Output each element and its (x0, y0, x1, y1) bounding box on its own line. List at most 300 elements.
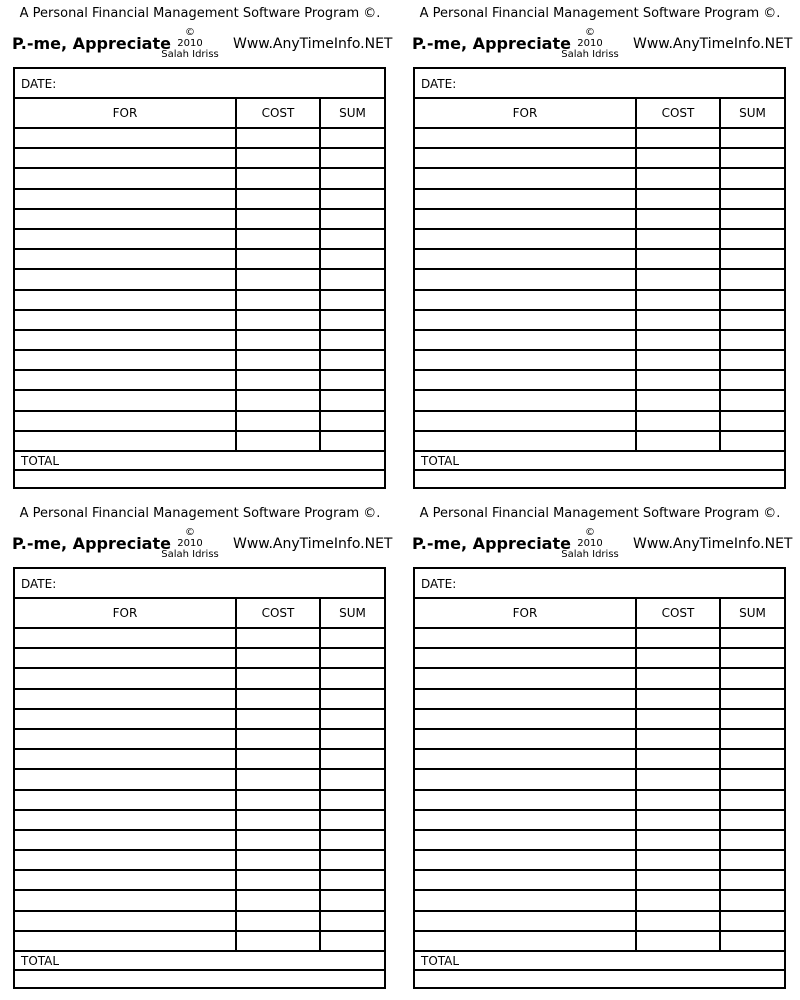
author-name: Salah Idriss (561, 49, 619, 60)
expense-sheet-bottom-left (0, 500, 400, 1000)
date-row[interactable] (415, 569, 784, 599)
for-cell[interactable] (415, 831, 637, 849)
entry-row (15, 851, 384, 871)
sum-cell[interactable] (321, 250, 384, 268)
for-cell[interactable] (15, 669, 237, 687)
for-cell[interactable] (415, 129, 637, 147)
for-cell[interactable] (415, 230, 637, 248)
entry-row (15, 710, 384, 730)
copyright-symbol: © (585, 27, 595, 38)
entry-row (15, 391, 384, 411)
expense-sheet-top-left (0, 0, 400, 500)
for-cell[interactable] (15, 311, 237, 329)
entry-row (415, 331, 784, 351)
cost-cell[interactable] (237, 750, 321, 768)
sum-cell[interactable] (321, 391, 384, 409)
entry-rows (15, 629, 384, 952)
sum-cell[interactable] (721, 690, 784, 708)
entry-row (15, 190, 384, 210)
column-header-cost: COST (637, 99, 721, 127)
sum-cell[interactable] (321, 190, 384, 208)
sum-cell[interactable] (721, 291, 784, 309)
entry-row (415, 391, 784, 411)
sum-cell[interactable] (721, 149, 784, 167)
sum-cell[interactable] (721, 669, 784, 687)
entry-row (15, 871, 384, 891)
sum-cell[interactable] (721, 432, 784, 450)
copyright-year: 2010 (177, 38, 203, 49)
sum-cell[interactable] (721, 311, 784, 329)
total-value-cell[interactable] (15, 471, 384, 487)
sum-cell[interactable] (321, 129, 384, 147)
cost-cell[interactable] (237, 351, 321, 369)
entry-rows (415, 629, 784, 952)
cost-cell[interactable] (637, 371, 721, 389)
date-row[interactable] (15, 569, 384, 599)
sum-cell[interactable] (721, 412, 784, 430)
for-cell[interactable] (415, 851, 637, 869)
cost-cell[interactable] (237, 210, 321, 228)
for-cell[interactable] (415, 391, 637, 409)
for-cell[interactable] (15, 770, 237, 788)
for-cell[interactable] (15, 851, 237, 869)
tagline: A Personal Financial Management Software Program ©. (419, 6, 781, 21)
sum-cell[interactable] (721, 331, 784, 349)
entry-row (15, 730, 384, 750)
cost-cell[interactable] (237, 831, 321, 849)
cost-cell[interactable] (237, 291, 321, 309)
copyright-symbol: © (185, 27, 195, 38)
entry-row (415, 270, 784, 290)
total-row (415, 952, 784, 971)
cost-cell[interactable] (637, 710, 721, 728)
entry-row (415, 932, 784, 952)
cost-cell[interactable] (637, 432, 721, 450)
sum-cell[interactable] (321, 750, 384, 768)
for-cell[interactable] (15, 710, 237, 728)
sum-cell[interactable] (721, 351, 784, 369)
cost-cell[interactable] (637, 690, 721, 708)
website-link[interactable]: Www.AnyTimeInfo.NET (633, 36, 793, 52)
entry-row (415, 291, 784, 311)
sum-cell[interactable] (321, 770, 384, 788)
column-header-row (15, 99, 384, 129)
column-header-cost: COST (237, 99, 321, 127)
for-cell[interactable] (15, 230, 237, 248)
tagline: A Personal Financial Management Software Program ©. (19, 6, 381, 21)
sum-cell[interactable] (321, 311, 384, 329)
cost-cell[interactable] (237, 912, 321, 930)
cost-cell[interactable] (237, 250, 321, 268)
for-cell[interactable] (415, 891, 637, 909)
total-value-cell[interactable] (415, 471, 784, 487)
column-header-cost: COST (237, 599, 321, 627)
sum-cell[interactable] (721, 710, 784, 728)
for-cell[interactable] (15, 210, 237, 228)
date-row[interactable] (415, 69, 784, 99)
entry-row (415, 669, 784, 689)
website-link[interactable]: Www.AnyTimeInfo.NET (633, 536, 793, 552)
for-cell[interactable] (15, 351, 237, 369)
for-cell[interactable] (15, 811, 237, 829)
sum-cell[interactable] (321, 932, 384, 950)
entry-row (415, 871, 784, 891)
website-link[interactable]: Www.AnyTimeInfo.NET (233, 536, 393, 552)
cost-cell[interactable] (637, 129, 721, 147)
sum-cell[interactable] (721, 270, 784, 288)
sum-cell[interactable] (721, 891, 784, 909)
cost-cell[interactable] (637, 871, 721, 889)
entry-row (415, 690, 784, 710)
cost-cell[interactable] (237, 371, 321, 389)
entry-row (15, 371, 384, 391)
brand-name: P.-me, Appreciate (12, 534, 171, 553)
for-cell[interactable] (15, 831, 237, 849)
for-cell[interactable] (15, 750, 237, 768)
total-label: TOTAL (421, 954, 460, 968)
sum-cell[interactable] (721, 169, 784, 187)
sum-cell[interactable] (721, 391, 784, 409)
sum-cell[interactable] (721, 190, 784, 208)
for-cell[interactable] (415, 629, 637, 647)
entry-row (415, 169, 784, 189)
sum-cell[interactable] (321, 912, 384, 930)
copyright-year: 2010 (577, 538, 603, 549)
entry-row (15, 412, 384, 432)
sum-cell[interactable] (321, 412, 384, 430)
sum-cell[interactable] (721, 730, 784, 748)
sum-cell[interactable] (321, 891, 384, 909)
sum-cell[interactable] (321, 331, 384, 349)
sum-cell[interactable] (721, 371, 784, 389)
date-row[interactable] (15, 69, 384, 99)
cost-cell[interactable] (637, 750, 721, 768)
for-cell[interactable] (15, 129, 237, 147)
sum-cell[interactable] (321, 291, 384, 309)
entry-row (415, 250, 784, 270)
cost-cell[interactable] (237, 432, 321, 450)
sum-cell[interactable] (721, 629, 784, 647)
column-header-row (415, 99, 784, 129)
for-cell[interactable] (15, 629, 237, 647)
date-label: DATE: (421, 77, 457, 91)
entry-row (15, 791, 384, 811)
cost-cell[interactable] (237, 710, 321, 728)
cost-cell[interactable] (237, 190, 321, 208)
entry-row (15, 669, 384, 689)
sum-cell[interactable] (321, 811, 384, 829)
cost-cell[interactable] (637, 210, 721, 228)
for-cell[interactable] (415, 791, 637, 809)
cost-cell[interactable] (237, 770, 321, 788)
sum-cell[interactable] (721, 230, 784, 248)
cost-cell[interactable] (637, 912, 721, 930)
entry-row (15, 932, 384, 952)
cost-cell[interactable] (637, 230, 721, 248)
entry-row (415, 770, 784, 790)
brand-name: P.-me, Appreciate (412, 34, 571, 53)
for-cell[interactable] (415, 649, 637, 667)
for-cell[interactable] (415, 770, 637, 788)
for-cell[interactable] (15, 649, 237, 667)
cost-cell[interactable] (637, 669, 721, 687)
for-cell[interactable] (15, 250, 237, 268)
total-value-cell[interactable] (415, 971, 784, 987)
for-cell[interactable] (415, 811, 637, 829)
cost-cell[interactable] (637, 649, 721, 667)
entry-row (415, 129, 784, 149)
sum-cell[interactable] (721, 912, 784, 930)
for-cell[interactable] (15, 270, 237, 288)
sum-cell[interactable] (721, 871, 784, 889)
for-cell[interactable] (415, 311, 637, 329)
for-cell[interactable] (15, 291, 237, 309)
for-cell[interactable] (415, 270, 637, 288)
for-cell[interactable] (15, 690, 237, 708)
entry-row (415, 831, 784, 851)
entry-row (415, 912, 784, 932)
cost-cell[interactable] (637, 270, 721, 288)
entry-row (15, 210, 384, 230)
cost-cell[interactable] (237, 230, 321, 248)
column-header-for: FOR (15, 99, 237, 127)
for-cell[interactable] (415, 149, 637, 167)
cost-cell[interactable] (637, 770, 721, 788)
cost-cell[interactable] (237, 791, 321, 809)
cost-cell[interactable] (237, 391, 321, 409)
cost-cell[interactable] (637, 250, 721, 268)
cost-cell[interactable] (637, 932, 721, 950)
cost-cell[interactable] (637, 791, 721, 809)
total-label: TOTAL (21, 954, 60, 968)
for-cell[interactable] (15, 791, 237, 809)
date-label: DATE: (21, 77, 57, 91)
sum-cell[interactable] (721, 851, 784, 869)
column-header-sum: SUM (339, 606, 366, 620)
for-cell[interactable] (415, 690, 637, 708)
copyright-symbol: © (585, 527, 595, 538)
cost-cell[interactable] (237, 331, 321, 349)
entry-row (15, 432, 384, 452)
sum-cell[interactable] (721, 250, 784, 268)
sum-cell[interactable] (321, 169, 384, 187)
cost-cell[interactable] (237, 311, 321, 329)
entry-row (415, 629, 784, 649)
cost-cell[interactable] (237, 811, 321, 829)
for-cell[interactable] (15, 891, 237, 909)
author-name: Salah Idriss (161, 49, 219, 60)
sum-cell[interactable] (321, 831, 384, 849)
copyright-block (558, 27, 622, 60)
entry-row (15, 331, 384, 351)
cost-cell[interactable] (237, 629, 321, 647)
for-cell[interactable] (15, 331, 237, 349)
cost-cell[interactable] (237, 129, 321, 147)
entry-row (15, 770, 384, 790)
entry-row (415, 811, 784, 831)
entry-row (15, 891, 384, 911)
sum-cell[interactable] (321, 371, 384, 389)
column-header-sum: SUM (339, 106, 366, 120)
entry-row (15, 149, 384, 169)
for-cell[interactable] (15, 730, 237, 748)
for-cell[interactable] (15, 169, 237, 187)
total-value-cell[interactable] (15, 971, 384, 987)
cost-cell[interactable] (637, 351, 721, 369)
cost-cell[interactable] (637, 311, 721, 329)
for-cell[interactable] (415, 291, 637, 309)
cost-cell[interactable] (637, 831, 721, 849)
for-cell[interactable] (415, 351, 637, 369)
for-cell[interactable] (15, 190, 237, 208)
cost-cell[interactable] (237, 270, 321, 288)
entry-row (415, 851, 784, 871)
entry-row (415, 311, 784, 331)
cost-cell[interactable] (637, 412, 721, 430)
sum-cell[interactable] (721, 750, 784, 768)
for-cell[interactable] (15, 432, 237, 450)
cost-cell[interactable] (637, 851, 721, 869)
column-header-row (415, 599, 784, 629)
sum-cell[interactable] (721, 791, 784, 809)
for-cell[interactable] (415, 210, 637, 228)
sum-cell[interactable] (321, 149, 384, 167)
column-header-for: FOR (15, 599, 237, 627)
brand-name: P.-me, Appreciate (12, 34, 171, 53)
for-cell[interactable] (415, 371, 637, 389)
for-cell[interactable] (415, 871, 637, 889)
cost-cell[interactable] (637, 331, 721, 349)
cost-cell[interactable] (237, 669, 321, 687)
expense-form (413, 67, 786, 489)
entry-row (415, 891, 784, 911)
sum-cell[interactable] (321, 730, 384, 748)
for-cell[interactable] (415, 412, 637, 430)
cost-cell[interactable] (637, 291, 721, 309)
sum-cell[interactable] (321, 669, 384, 687)
for-cell[interactable] (15, 391, 237, 409)
cost-cell[interactable] (637, 730, 721, 748)
sum-cell[interactable] (721, 811, 784, 829)
column-header-row (15, 599, 384, 629)
sum-cell[interactable] (321, 351, 384, 369)
for-cell[interactable] (415, 169, 637, 187)
cost-cell[interactable] (237, 932, 321, 950)
for-cell[interactable] (415, 669, 637, 687)
cost-cell[interactable] (637, 149, 721, 167)
for-cell[interactable] (415, 250, 637, 268)
entry-row (15, 270, 384, 290)
cost-cell[interactable] (637, 891, 721, 909)
cost-cell[interactable] (237, 649, 321, 667)
total-label: TOTAL (421, 454, 460, 468)
for-cell[interactable] (415, 331, 637, 349)
for-cell[interactable] (415, 750, 637, 768)
entry-row (415, 230, 784, 250)
sum-cell[interactable] (721, 770, 784, 788)
sum-cell[interactable] (721, 831, 784, 849)
expense-form (413, 567, 786, 989)
entry-row (415, 412, 784, 432)
cost-cell[interactable] (237, 149, 321, 167)
cost-cell[interactable] (237, 690, 321, 708)
column-header-for: FOR (415, 599, 637, 627)
website-link[interactable]: Www.AnyTimeInfo.NET (233, 36, 393, 52)
cost-cell[interactable] (637, 190, 721, 208)
author-name: Salah Idriss (561, 549, 619, 560)
sum-cell[interactable] (721, 649, 784, 667)
cost-cell[interactable] (637, 629, 721, 647)
entry-rows (15, 129, 384, 452)
cost-cell[interactable] (237, 891, 321, 909)
sum-cell[interactable] (721, 129, 784, 147)
entry-row (415, 351, 784, 371)
cost-cell[interactable] (237, 730, 321, 748)
for-cell[interactable] (415, 730, 637, 748)
for-cell[interactable] (415, 912, 637, 930)
for-cell[interactable] (15, 371, 237, 389)
for-cell[interactable] (415, 190, 637, 208)
for-cell[interactable] (15, 932, 237, 950)
entry-row (415, 750, 784, 770)
for-cell[interactable] (15, 412, 237, 430)
sum-cell[interactable] (321, 690, 384, 708)
cost-cell[interactable] (237, 412, 321, 430)
entry-row (415, 371, 784, 391)
cost-cell[interactable] (237, 851, 321, 869)
sum-cell[interactable] (321, 851, 384, 869)
entry-row (15, 811, 384, 831)
column-header-cost: COST (637, 599, 721, 627)
entry-row (415, 149, 784, 169)
cost-cell[interactable] (237, 871, 321, 889)
sum-cell[interactable] (321, 270, 384, 288)
expense-sheet-bottom-right (400, 500, 800, 1000)
sum-cell[interactable] (321, 432, 384, 450)
sum-cell[interactable] (321, 710, 384, 728)
sum-cell[interactable] (321, 791, 384, 809)
tagline: A Personal Financial Management Software Program ©. (19, 506, 381, 521)
date-label: DATE: (21, 577, 57, 591)
for-cell[interactable] (415, 932, 637, 950)
sum-cell[interactable] (321, 629, 384, 647)
for-cell[interactable] (415, 432, 637, 450)
entry-row (15, 351, 384, 371)
expense-form (13, 67, 386, 489)
sum-cell[interactable] (321, 649, 384, 667)
entry-row (15, 831, 384, 851)
entry-row (15, 649, 384, 669)
for-cell[interactable] (415, 710, 637, 728)
sum-cell[interactable] (721, 210, 784, 228)
cost-cell[interactable] (637, 391, 721, 409)
for-cell[interactable] (15, 912, 237, 930)
entry-rows (415, 129, 784, 452)
cost-cell[interactable] (637, 811, 721, 829)
entry-row (15, 690, 384, 710)
sum-cell[interactable] (721, 932, 784, 950)
cost-cell[interactable] (637, 169, 721, 187)
entry-row (15, 169, 384, 189)
entry-row (415, 210, 784, 230)
for-cell[interactable] (15, 871, 237, 889)
copyright-block (158, 527, 222, 560)
sum-cell[interactable] (321, 871, 384, 889)
for-cell[interactable] (15, 149, 237, 167)
sum-cell[interactable] (321, 210, 384, 228)
cost-cell[interactable] (237, 169, 321, 187)
sum-cell[interactable] (321, 230, 384, 248)
